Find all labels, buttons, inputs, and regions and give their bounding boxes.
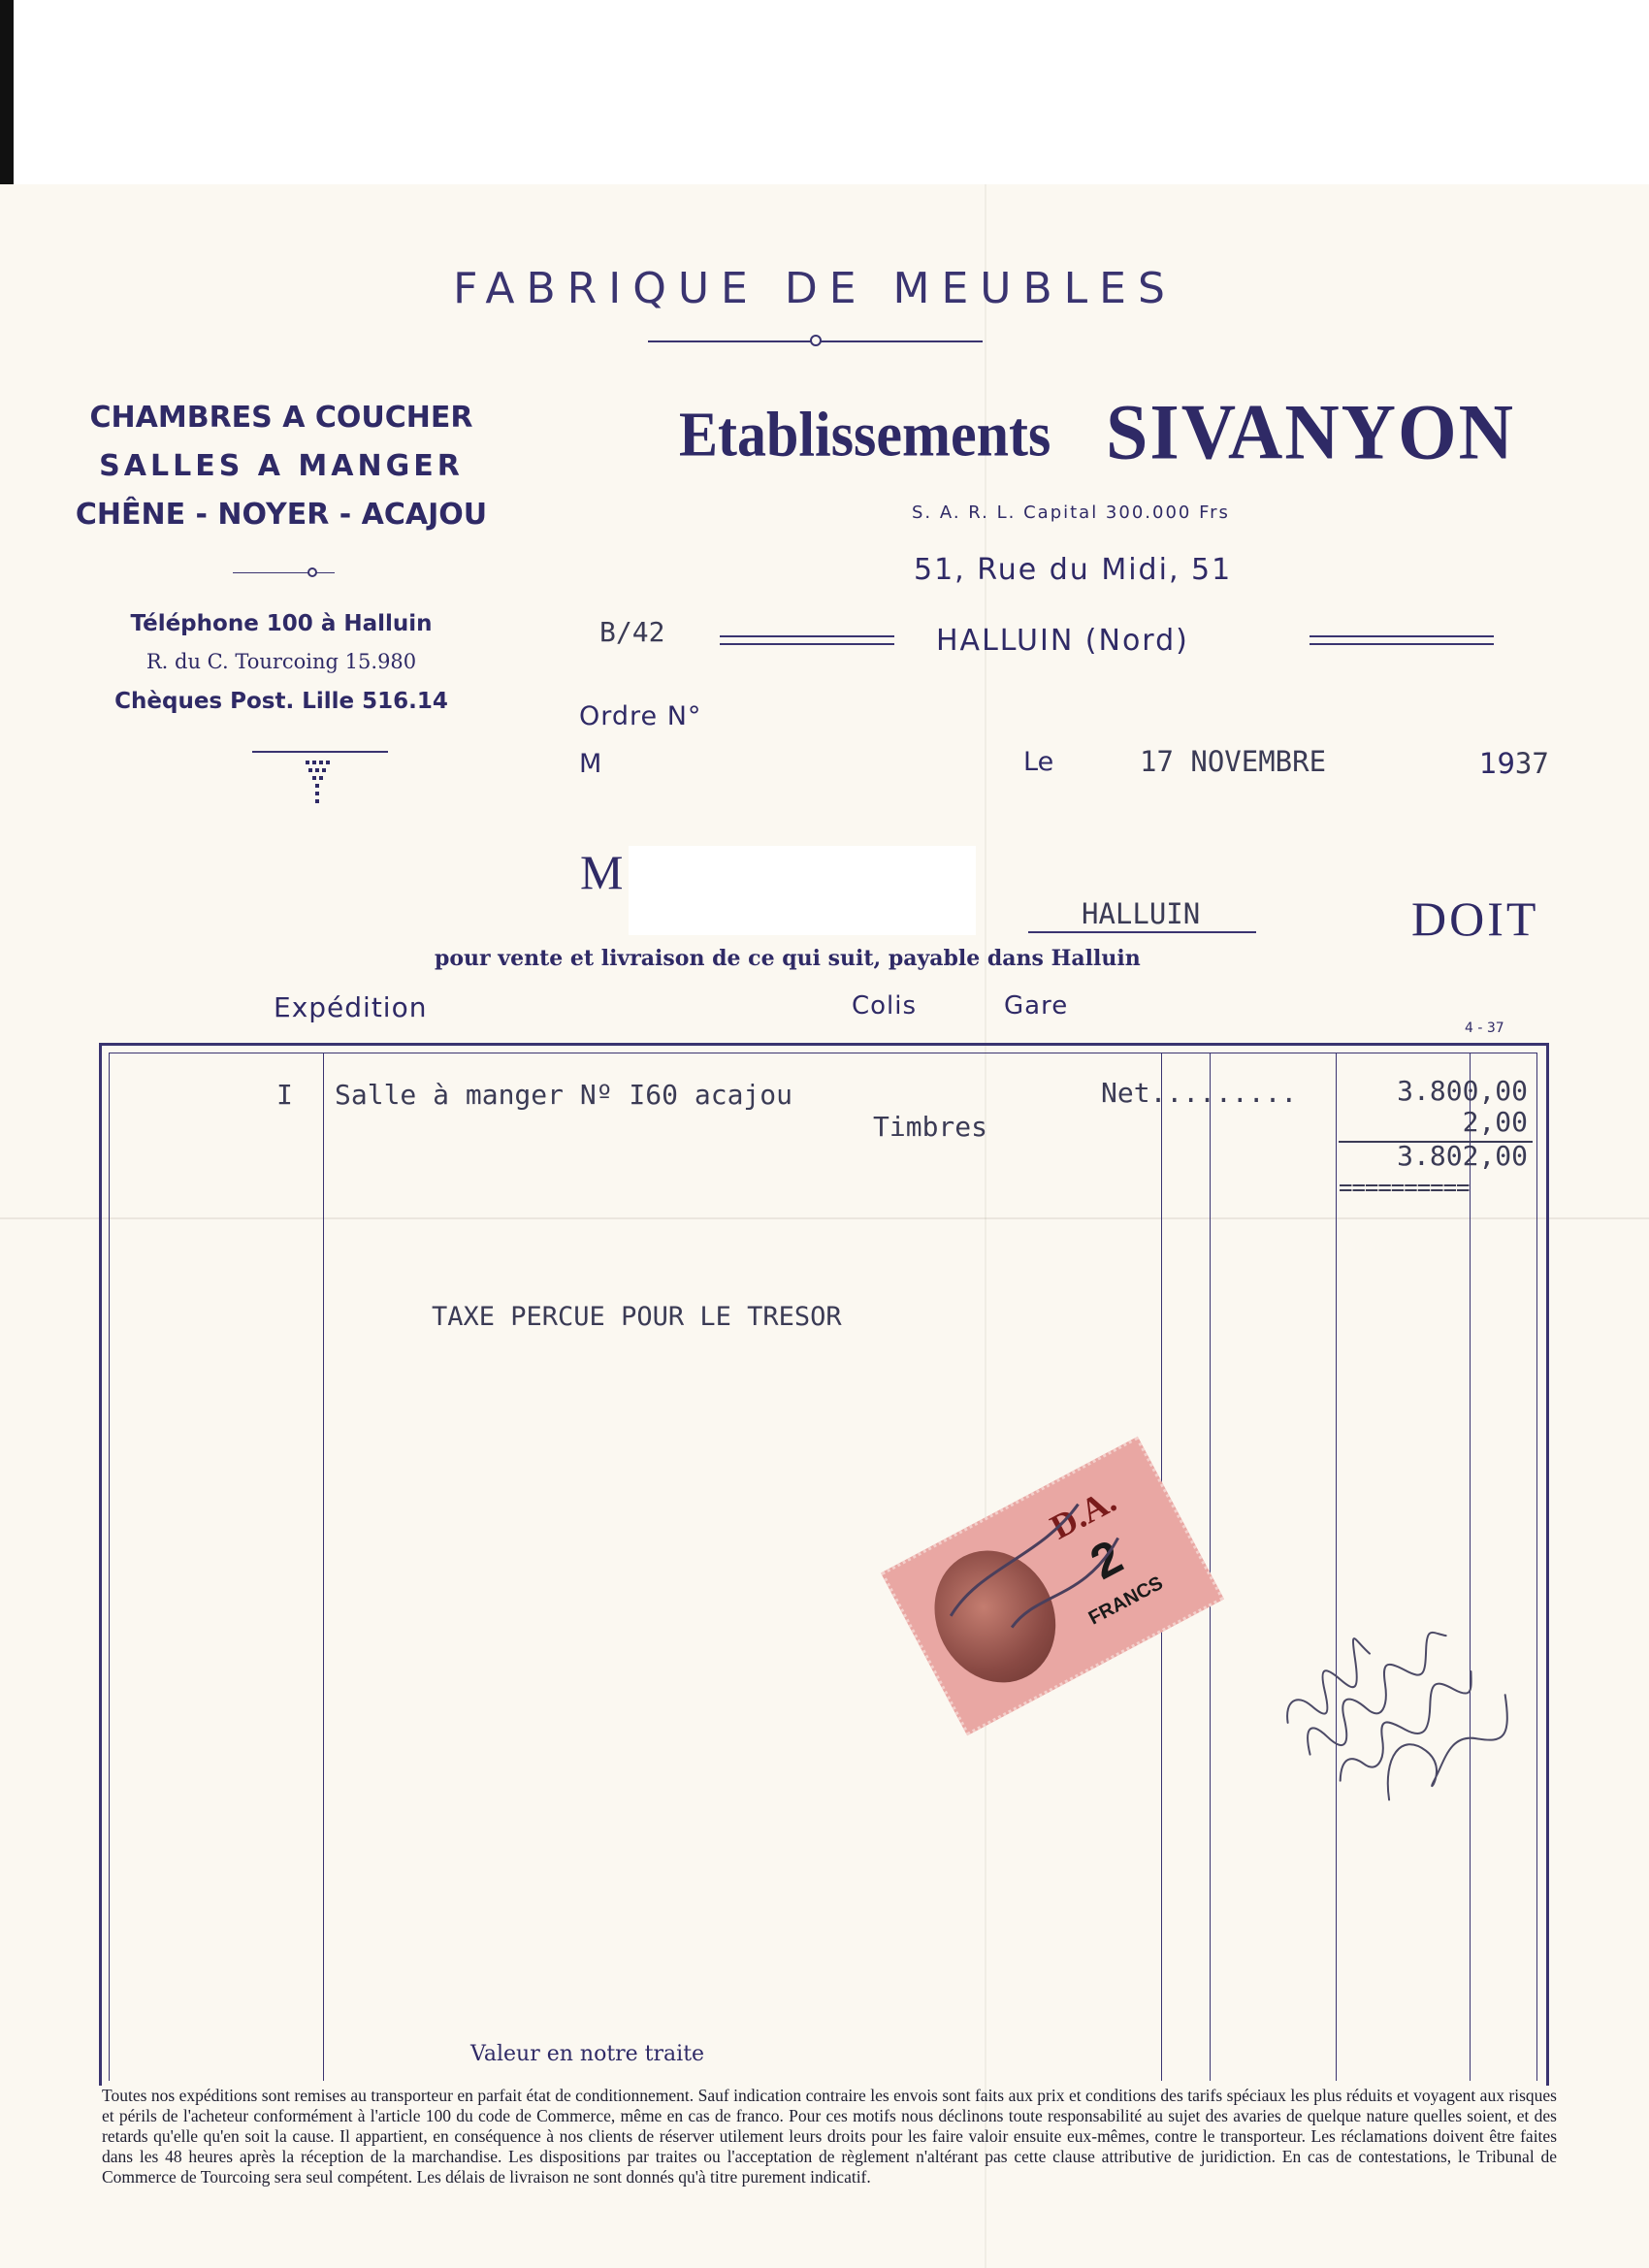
order-m-label: M — [579, 749, 602, 779]
client-city: HALLUIN — [1082, 897, 1201, 930]
scan-edge — [0, 0, 14, 184]
colis-label: Colis — [852, 991, 918, 1021]
stamps-label: Timbres — [873, 1111, 988, 1143]
gare-label: Gare — [1004, 991, 1069, 1021]
address-rule — [1310, 635, 1494, 637]
stamp-unit: FRANCS — [1084, 1571, 1167, 1630]
net-amount: 3.800,00 — [1397, 1075, 1528, 1107]
product-line-1: CHAMBRES A COUCHER — [89, 401, 473, 435]
table-left-inner — [109, 1053, 110, 2081]
left-rule — [233, 572, 335, 573]
legal-form: S. A. R. L. Capital 300.000 Frs — [912, 502, 1230, 523]
invoice-total: 3.802,00 — [1397, 1140, 1528, 1172]
address-rule — [720, 635, 894, 637]
form-code: 4 - 37 — [1465, 1021, 1504, 1036]
client-m-label: M — [580, 845, 624, 899]
value-note: Valeur en notre traite — [470, 2042, 705, 2066]
ornament — [810, 335, 822, 346]
address-rule — [1310, 643, 1494, 645]
legal-conditions: Toutes nos expéditions sont remises au transporteur en parfait état de conditionnement. Sauf indication contraire les envois sont faits aux prix et conditions des tarifs spéciaux les plus réduits et voyagent aux risques et périls de l'acheteur conformément à l'article 100 du code de Commerce, même en cas de franco. Pour ces motifs nous déclinons toute responsabilité au sujet des avaries de quelque nature quelles soient, et des retards qu'elle qu'en soit la cause. Il appartient, en conséquence à nos clients de réserver utilement leurs droits pour les faire valoir ensuite eux-mêmes, contre le transporteur. Les réclamations doivent être faites dans les 48 heures après la réception de la marchandise. Les dispositions par traites ou l'acceptation de règlement n'altérant pas cette clause attributive de juridiction. En cas de contestations, le Tribunal de Commerce de Tourcoing sera seul compétent. Les délais de livraison ne sont donnés qu'à titre purement indicatif. — [102, 2086, 1557, 2187]
payment-terms: pour vente et livraison de ce qui suit, payable dans Halluin — [435, 946, 1141, 971]
scan-margin — [0, 0, 1649, 184]
product-line-2: SALLES A MANGER — [99, 449, 464, 483]
date-le-label: Le — [1023, 747, 1054, 777]
tax-note: TAXE PERCUE POUR LE TRESOR — [432, 1302, 842, 1332]
company-name: SIVANYON — [1106, 387, 1515, 476]
address-rule — [720, 643, 894, 645]
client-rule — [1028, 931, 1256, 933]
ornament — [307, 567, 317, 577]
expedition-label: Expédition — [274, 991, 428, 1023]
company-city: HALLUIN (Nord) — [936, 624, 1189, 658]
registry-line: R. du C. Tourcoing 15.980 — [146, 650, 417, 673]
left-rule — [252, 751, 388, 753]
doit-label: DOIT — [1411, 891, 1539, 946]
stamp-value: 2 — [1082, 1529, 1132, 1590]
fold-crease — [0, 1217, 1649, 1219]
year-suffix: 37 — [1514, 747, 1549, 780]
item-description: Salle à manger Nº I60 acajou — [335, 1079, 793, 1111]
stamps-amount: 2,00 — [1462, 1106, 1528, 1138]
company-prefix: Etablissements — [679, 399, 1051, 470]
reference-number: B/42 — [599, 616, 665, 648]
invoice-date: 17 NOVEMBRE — [1140, 745, 1327, 778]
fold-crease — [985, 184, 986, 2268]
table-left-border — [99, 1043, 102, 2086]
redacted-client-name — [629, 846, 976, 935]
letterhead-title: FABRIQUE DE MEUBLES — [453, 264, 1177, 313]
order-number-label: Ordre N° — [579, 701, 702, 731]
phone-line: Téléphone 100 à Halluin — [130, 611, 433, 636]
net-label: Net......... — [1101, 1077, 1298, 1109]
column-divider — [323, 1053, 324, 2081]
monogram-icon — [301, 757, 340, 805]
handwritten-signature — [1251, 1494, 1571, 1814]
company-address: 51, Rue du Midi, 51 — [914, 553, 1233, 587]
stamp-letters: D.A. — [1044, 1480, 1122, 1547]
year-prefix: 19 — [1479, 747, 1515, 780]
item-quantity: I — [276, 1079, 293, 1111]
total-double-rule: ========== — [1339, 1174, 1470, 1201]
cheques-line: Chèques Post. Lille 516.14 — [114, 689, 448, 714]
product-line-3: CHÊNE - NOYER - ACAJOU — [75, 498, 488, 532]
table-top-border — [99, 1043, 1549, 1046]
